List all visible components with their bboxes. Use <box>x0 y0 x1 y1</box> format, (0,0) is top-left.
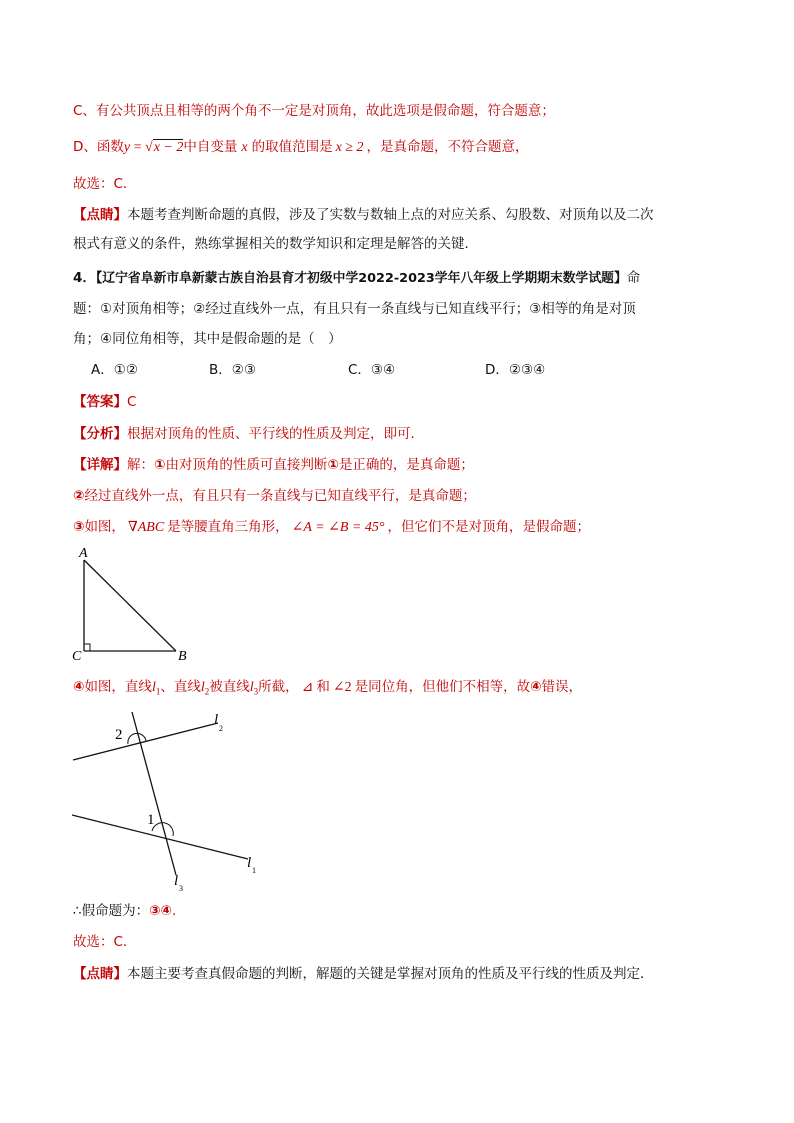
dianjing-1 <box>73 205 654 225</box>
conclusion-line <box>73 901 176 921</box>
item-4-marker: ④ <box>73 679 85 695</box>
d-post: ，是真命题，不符合题意， <box>366 139 529 155</box>
item-3-triangle: ∇ABC <box>127 520 165 535</box>
q4-source: 【辽宁省阜新市阜新蒙古族自治县育才初级中学2022-2023学年八年级上学期期末数学试题】 <box>95 271 627 286</box>
sqrt-sign: √ <box>145 140 153 155</box>
transversal-figure <box>70 705 270 895</box>
item-4-f: 是同位角，但他们不相等，故 <box>354 679 531 695</box>
label-l1: l <box>247 855 252 871</box>
item-3-mid: 是等腰直角三角形， <box>167 519 289 535</box>
conclusion-pre: ∴假命题为： <box>73 903 150 919</box>
label-l2-sub: 2 <box>219 724 223 733</box>
label-l3: l <box>174 873 179 889</box>
item-3-marker: ③ <box>73 519 85 535</box>
dianjing-1-cont: 根式有意义的条件，熟练掌握相关的数学知识和定理是解答的关键． <box>73 236 478 252</box>
item-4-l2: l <box>200 680 205 695</box>
line-l1 <box>72 815 248 859</box>
item-4-l1: l <box>151 680 156 695</box>
analysis-line <box>73 424 424 444</box>
answer-line <box>73 392 136 412</box>
conclusion-value: ③④ <box>149 903 172 919</box>
detail-tag: 【详解】 <box>73 457 127 473</box>
item-4-l2-sub: 2 <box>204 686 210 697</box>
detail-pre: 解： <box>127 457 154 473</box>
d-prefix: D、函数 <box>73 139 124 155</box>
option-c-explanation: C、有公共顶点且相等的两个角不一定是对顶角，故此选项是假命题，符合题意； <box>73 103 555 119</box>
item-2-marker: ② <box>73 488 85 504</box>
question-4-header <box>73 268 640 289</box>
item-3-angles: ∠A = ∠B = 45° <box>291 520 385 535</box>
option-d-explanation <box>73 137 529 158</box>
detail-line <box>73 455 474 475</box>
choose-1: 故选：C． <box>73 176 137 192</box>
q4-number: 4． <box>73 270 96 286</box>
analysis-tag: 【分析】 <box>73 426 127 442</box>
item-2-text: 经过直线外一点，有且只有一条直线与已知直线平行，是真命题； <box>84 488 476 504</box>
detail-circle-1: ① <box>154 457 166 473</box>
cond-x: x ≥ 2 <box>335 140 364 155</box>
question-4-line2: 题：①对顶角相等；②经过直线外一点，有且只有一条直线与已知直线平行；③相等的角是对顶 <box>73 301 636 317</box>
dianjing-2-tag: 【点睛】 <box>73 966 127 982</box>
line-l3 <box>132 712 176 875</box>
item-3-post: ，但它们不是对顶角，是假命题； <box>387 519 590 535</box>
detail-mid: 由对顶角的性质可直接判断 <box>165 457 328 473</box>
d-mid2: 的取值范围是 <box>251 139 333 155</box>
item-4-l1-sub: 1 <box>155 686 161 697</box>
answer-value: C <box>127 394 137 410</box>
item-4-l3: l <box>249 680 254 695</box>
item-4-a: 如图，直线 <box>84 679 152 695</box>
item-4-e: 和 <box>316 679 330 695</box>
q4-tail: 命 <box>626 270 641 286</box>
label-b: B <box>178 649 187 664</box>
func-y: y <box>123 140 131 155</box>
item-3-pre: 如图， <box>84 519 125 535</box>
label-c: C <box>72 649 82 664</box>
item-4-d: 所截， <box>258 679 299 695</box>
item-4-line <box>73 677 582 702</box>
func-radicand: x − 2 <box>153 140 184 155</box>
dianjing-2-text: 本题主要考查真假命题的判断，解题的关键是掌握对顶角的性质及平行线的性质及判定． <box>127 966 654 982</box>
answer-tag: 【答案】 <box>73 394 127 410</box>
dianjing-2 <box>73 964 654 984</box>
conclusion-post: . <box>171 903 177 919</box>
analysis-text: 根据对顶角的性质、平行线的性质及判定，即可． <box>127 426 424 442</box>
item-4-angle1: ⊿ <box>301 680 314 695</box>
label-l2: l <box>214 712 219 728</box>
item-4-l3-sub: 3 <box>253 686 259 697</box>
question-4-line3: 角；④同位角相等，其中是假命题的是（ ） <box>73 331 342 347</box>
dianjing-tag: 【点睛】 <box>73 207 127 223</box>
choose-2: 故选：C． <box>73 934 137 950</box>
d-mid: 中自变量 <box>183 139 238 155</box>
item-2-line <box>73 486 476 506</box>
item-4-g: 错误， <box>541 679 583 695</box>
item-4-marker-2: ④ <box>530 679 542 695</box>
triangle-side-ab <box>84 560 176 651</box>
triangle-figure <box>70 543 200 668</box>
func-eq: = <box>130 140 146 155</box>
label-l1-sub: 1 <box>252 866 256 875</box>
detail-post: 是正确的，是真命题； <box>338 457 474 473</box>
detail-circle-1b: ① <box>327 457 339 473</box>
item-4-b: 、直线 <box>160 679 201 695</box>
label-a: A <box>79 546 88 561</box>
option-a: A．①② <box>91 362 138 378</box>
item-4-c: 被直线 <box>209 679 250 695</box>
label-angle-2: 2 <box>115 727 123 743</box>
option-c: C．③④ <box>348 362 396 378</box>
option-b: B．②③ <box>209 362 256 378</box>
line-l2 <box>73 723 218 760</box>
item-4-angle2: ∠2 <box>332 680 352 695</box>
item-3-line <box>73 517 590 538</box>
var-x: x <box>241 140 248 155</box>
label-l3-sub: 3 <box>179 884 183 893</box>
right-angle-mark <box>84 644 90 651</box>
label-angle-1: 1 <box>147 812 155 828</box>
dianjing-text: 本题考查判断命题的真假，涉及了实数与数轴上点的对应关系、勾股数、对顶角以及二次 <box>127 207 654 223</box>
option-d: D．②③④ <box>485 362 546 378</box>
